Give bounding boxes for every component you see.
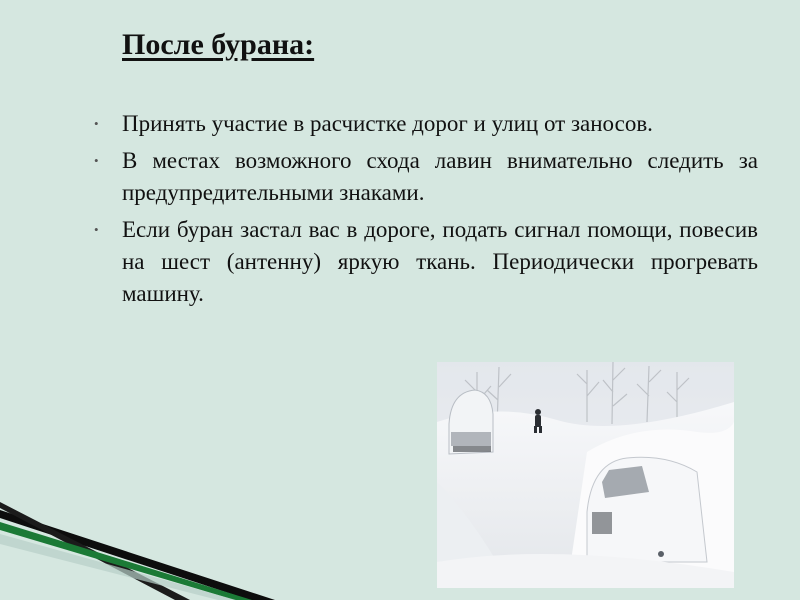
bullet-item	[94, 108, 758, 140]
bullet-dot-icon: •	[94, 222, 99, 237]
corner-stripe-decoration	[0, 500, 360, 600]
bullet-item	[94, 145, 758, 209]
bullet-dot-icon: •	[94, 153, 99, 168]
slide-title: После бурана:	[122, 28, 315, 61]
bullet-list	[94, 108, 758, 315]
bullet-dot-icon: •	[94, 116, 99, 131]
bullet-item	[94, 214, 758, 310]
buried-car-right	[587, 457, 707, 562]
bullet-text: Если буран застал вас в дороге, подать сигнал помощи, повесив на шест (антенну) яркую ткань. Периодически прогревать машину.	[122, 217, 758, 306]
bullet-text: Принять участие в расчистке дорог и улиц от заносов.	[122, 111, 653, 136]
bullet-text: В местах возможного схода лавин внимательно следить за предупредительными знаками.	[122, 148, 758, 205]
snowy-street-photo	[437, 362, 734, 588]
